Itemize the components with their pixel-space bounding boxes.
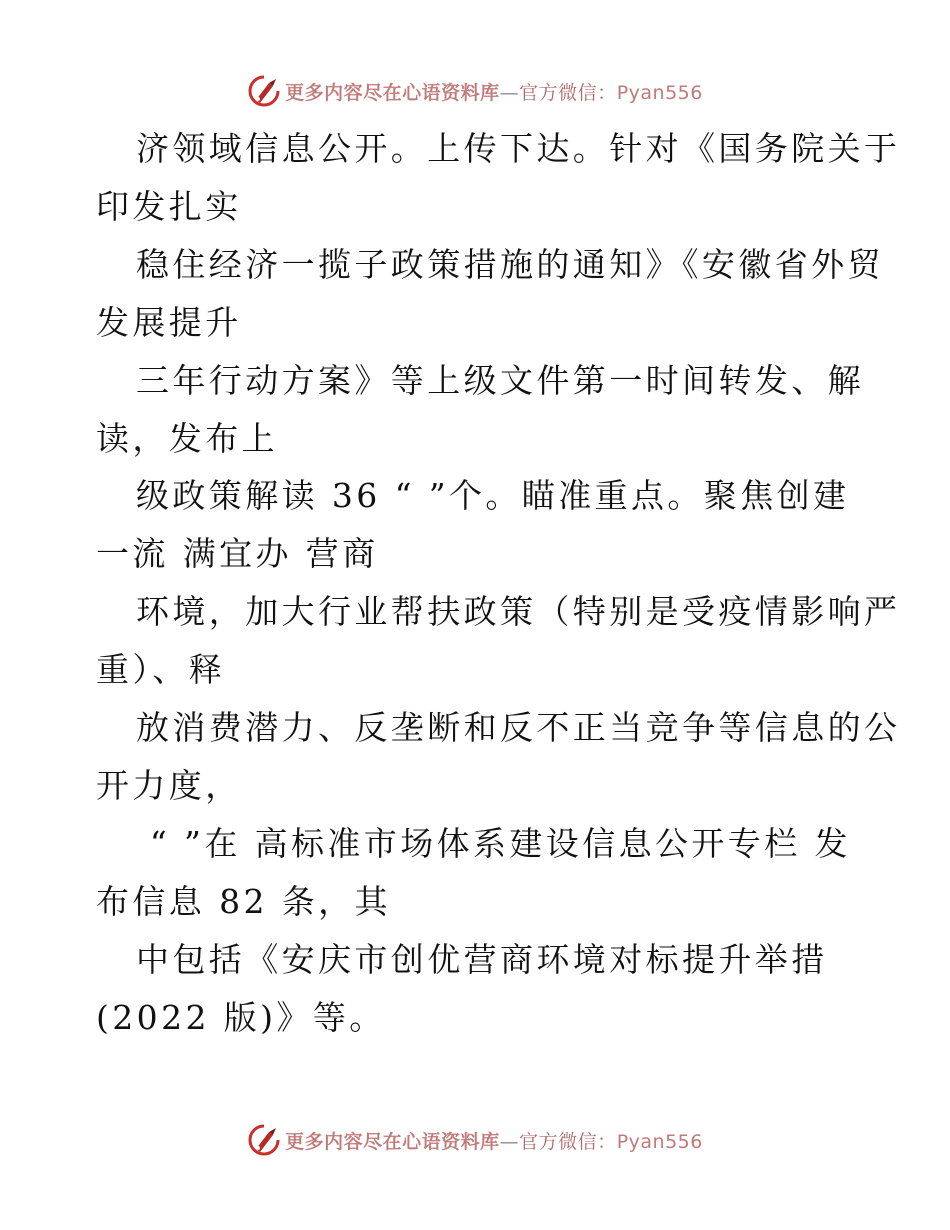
banner-separator: — [499, 1130, 520, 1153]
banner-separator: — [499, 81, 520, 104]
banner-wechat-label: 官方微信： [519, 1130, 617, 1153]
banner-text [285, 1127, 703, 1154]
text-line: 布信息 82 条，其 [96, 881, 391, 921]
footer-banner [0, 1120, 950, 1160]
banner-title: 更多内容尽在心语资料库 [285, 1130, 500, 1153]
quill-pen-logo-icon [247, 1123, 281, 1157]
text-line: 三年行动方案》等上级文件第一时间转发、解 [136, 360, 864, 400]
banner-title: 更多内容尽在心语资料库 [285, 81, 500, 104]
text-line: 开力度， [96, 765, 242, 805]
banner-wechat-label: 官方微信： [519, 81, 617, 104]
banner-text [285, 78, 703, 105]
quill-pen-logo-icon [247, 74, 281, 108]
text-line: 中包括《安庆市创优营商环境对标提升举措 [136, 939, 828, 979]
banner-wechat-id: Pyan556 [616, 81, 703, 104]
document-body [96, 120, 901, 1047]
text-line: 济领域信息公开。上传下达。针对《国务院关于 [136, 129, 901, 168]
text-line: 一流 满宜办 营商 [96, 534, 379, 574]
text-line: 环境，加大行业帮扶政策（特别是受疫情影响严 [136, 592, 901, 632]
text-line: 重）、释 [96, 650, 226, 690]
header-banner [0, 71, 950, 111]
text-line: 发展提升 [96, 302, 242, 342]
text-line: 稳住经济一揽子政策措施的通知》《安徽省外贸 [136, 244, 884, 284]
text-line: (2022 版)》等。 [96, 997, 386, 1037]
text-line: 放消费潜力、反垄断和反不正当竞争等信息的公 [136, 708, 901, 748]
text-line: 读，发布上 [96, 418, 278, 458]
text-line: 级政策解读 36 “ ”个。瞄准重点。聚焦创建 [136, 476, 850, 516]
text-line: “ ”在 高标准市场体系建设信息公开专栏 发 [136, 823, 851, 863]
text-line: 印发扎实 [96, 186, 242, 226]
banner-wechat-id: Pyan556 [616, 1130, 703, 1153]
